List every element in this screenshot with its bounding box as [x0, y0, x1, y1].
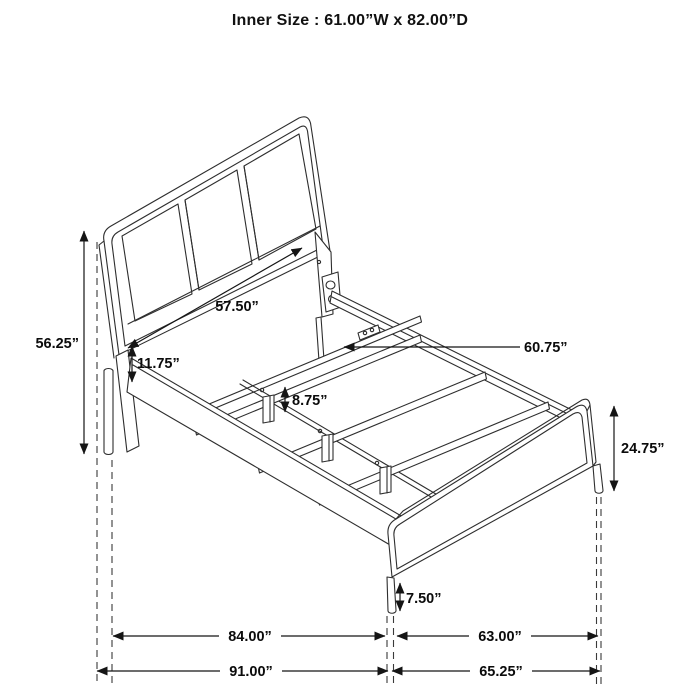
- headboard-leg-rear-left: [104, 369, 113, 455]
- dim-footboard-height-label: 24.75”: [621, 441, 665, 457]
- dim-center-leg-label: 8.75”: [292, 393, 328, 409]
- dim-footboard-leg-label: 7.50”: [406, 591, 442, 607]
- footboard-leg-left: [387, 577, 396, 613]
- headboard: [99, 117, 330, 358]
- diagram-title: Inner Size : 61.00”W x 82.00”D: [231, 12, 469, 29]
- slat-leg-2: [322, 434, 333, 462]
- slat-3-screw: [375, 461, 378, 464]
- headboard-pin-rod: [316, 317, 324, 363]
- dim-overall-length-label: 91.00”: [229, 664, 273, 680]
- dim-support-bar-label: 60.75”: [524, 340, 568, 356]
- dim-panel-gap-label: 11.75”: [137, 356, 180, 372]
- dim-headboard-height-label: 56.25”: [35, 336, 79, 352]
- side-rail-near-ledge: [133, 365, 401, 522]
- dim-rail-length-label: 84.00”: [228, 629, 272, 645]
- slat-leg-1: [263, 395, 274, 423]
- footboard-leg-right: [593, 464, 603, 493]
- dim-headboard-width-label: 57.50”: [215, 299, 259, 315]
- slat-1-screw: [260, 388, 263, 391]
- slat-leg-3: [380, 466, 391, 494]
- dim-overall-width-label: 65.25”: [479, 664, 523, 680]
- dim-footboard-span-label: 63.00”: [478, 629, 522, 645]
